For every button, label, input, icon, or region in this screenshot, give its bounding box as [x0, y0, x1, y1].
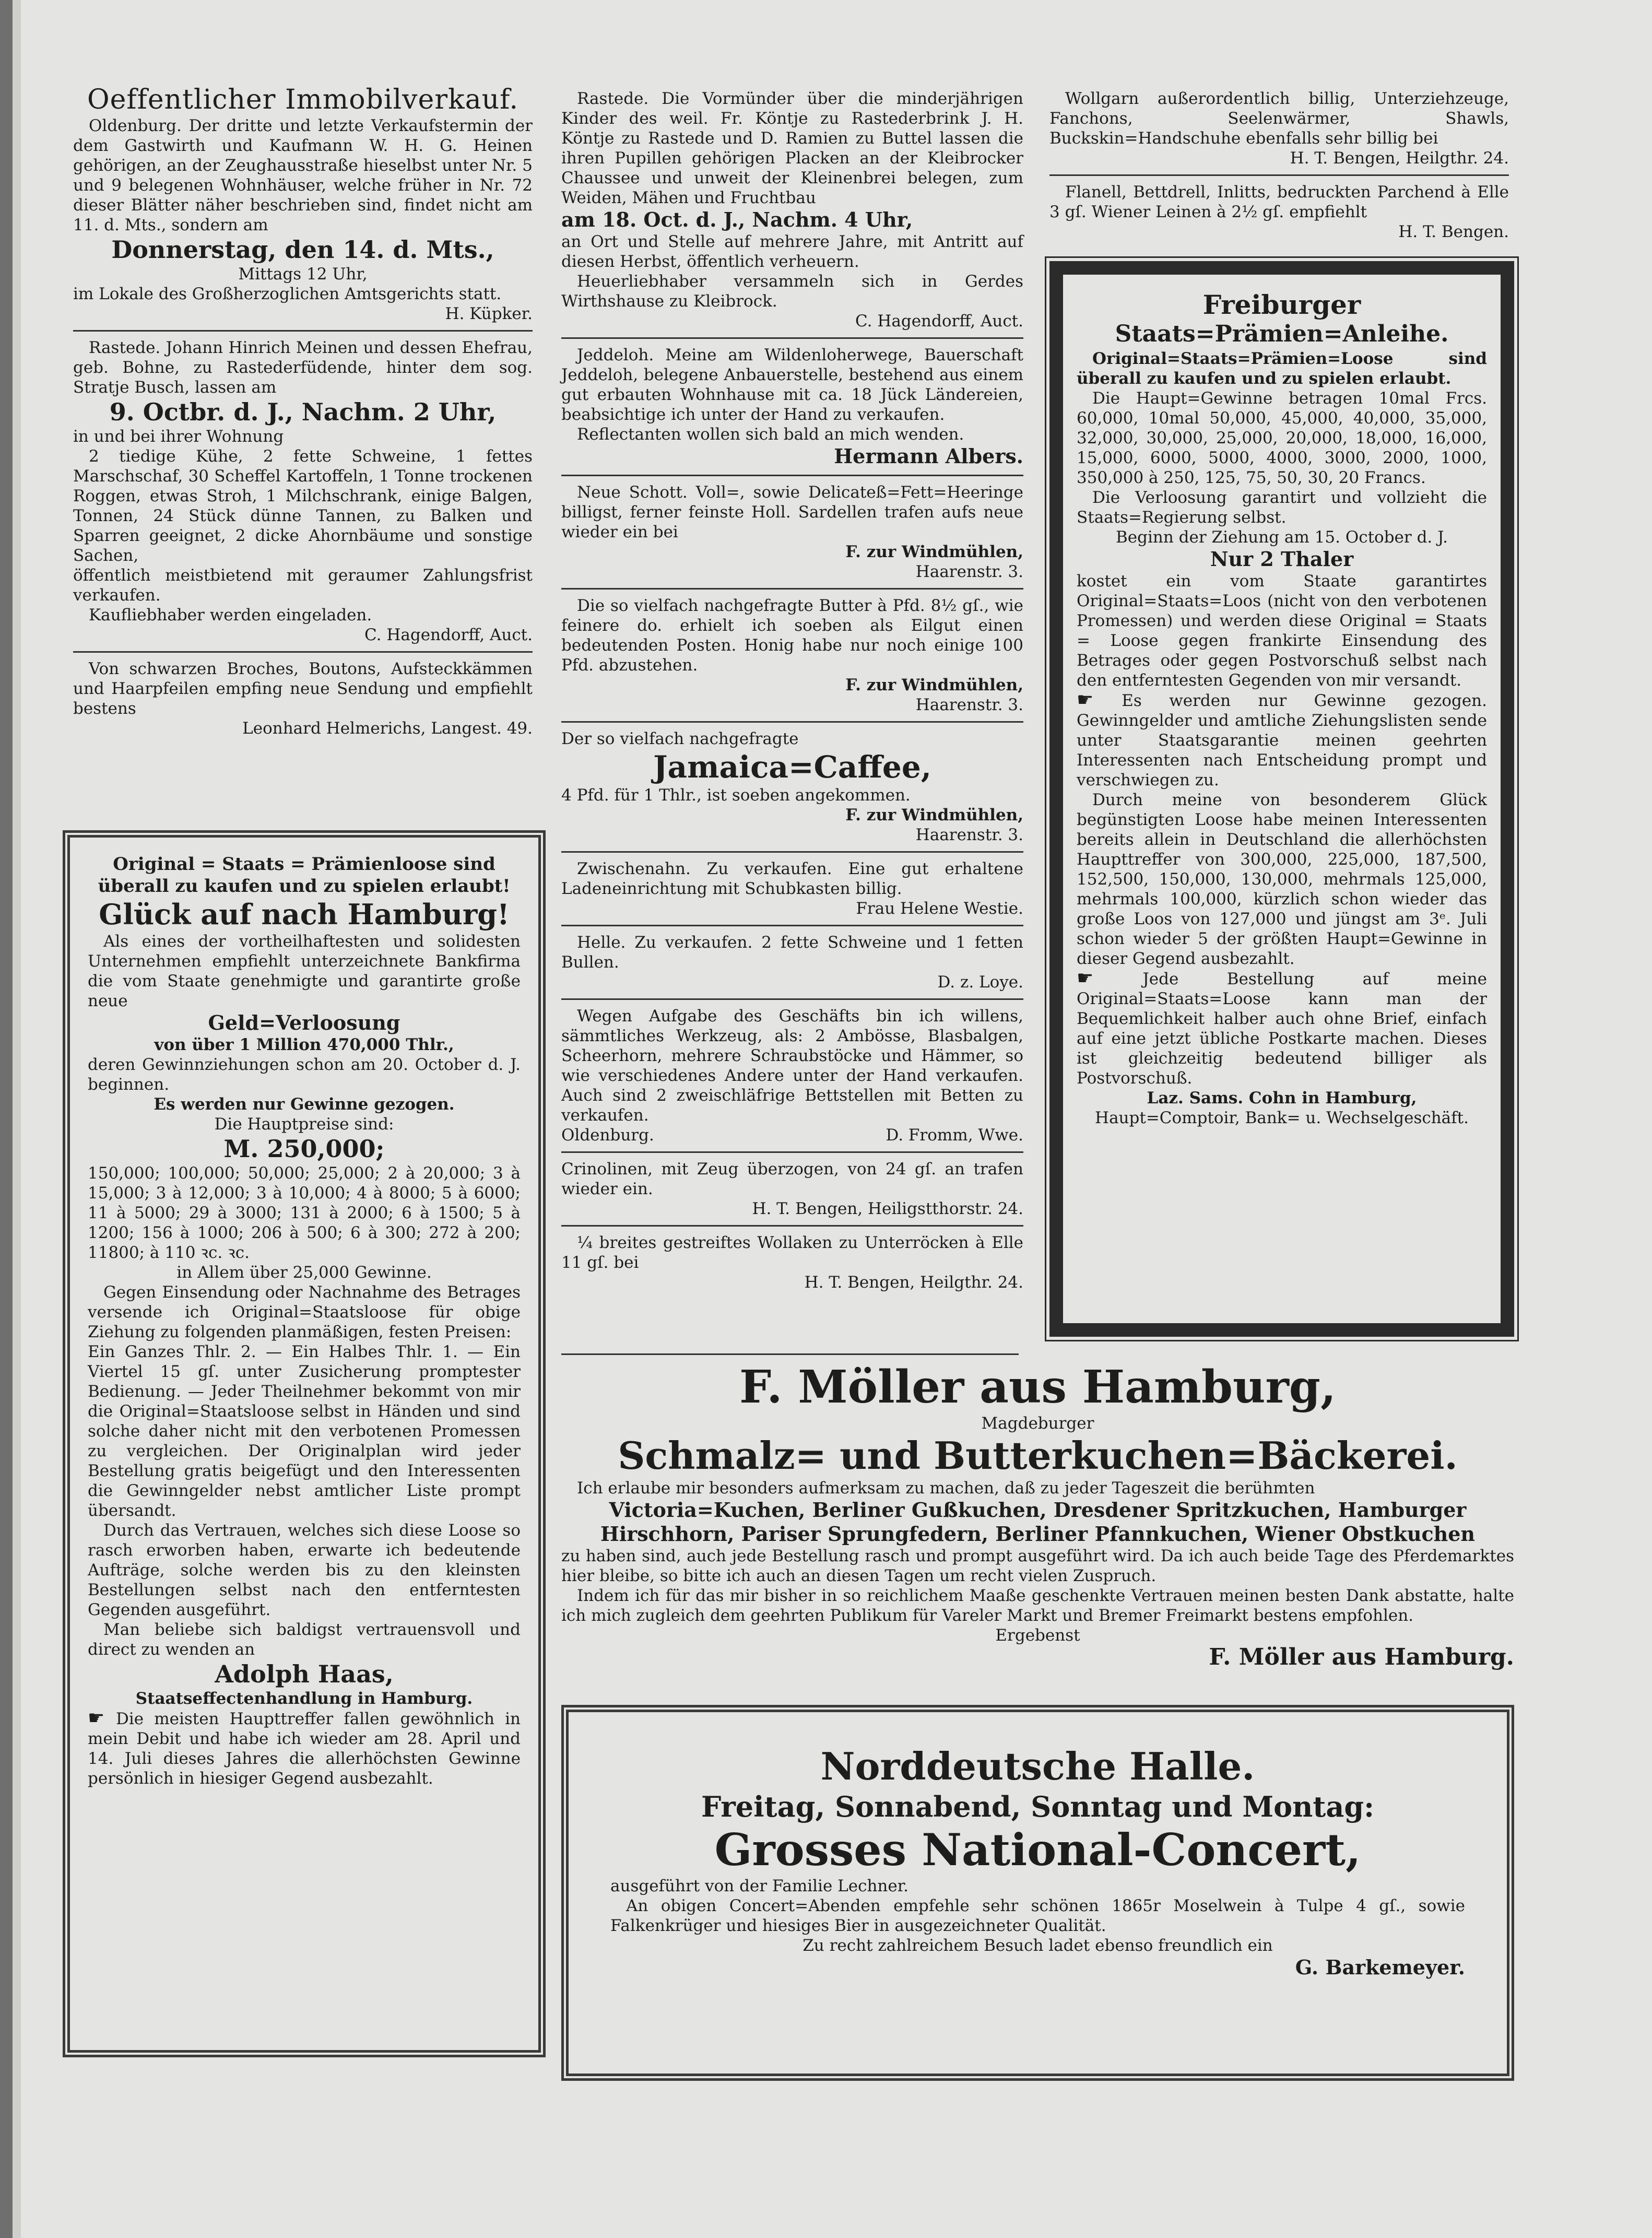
- ad-immobilverkauf-title: Oeffentlicher Immobilverkauf.: [87, 84, 519, 115]
- haas-prize-list: 150,000; 100,000; 50,000; 25,000; 2 à 20,000; 3 à 15,000; 3 à 12,000; 3 à 10,000; 4 à 8000; 5 à 6000; 11 à 5000; 29 à 3000; 131 à 2000; 6 à 1500; 5 à 1200; 156 à 1000; 206 à 500; 6 à 300; 272 à 200; 11800; à 110 ꝛc. ꝛc.: [88, 1164, 521, 1262]
- haas-only-wins: Es werden nur Gewinne gezogen.: [154, 1095, 455, 1114]
- ad-caffee-title: Jamaica=Caffee,: [653, 749, 931, 785]
- moeller-p2: zu haben sind, auch jede Bestellung rasch und prompt ausgeführt wird. Da ich auch beide Tage des Pferdemarktes hier bleibe, so bitte ich auch an diesen Tagen um recht vielen Zuspruch.: [561, 1547, 1514, 1585]
- ad-jeddeloh-signature: Hermann Albers.: [834, 444, 1023, 468]
- freiburger-p7: Durch meine von besonderem Glück begünstigten Loose habe meinen Interessenten bereits allein in Deutschland die allerhöchsten Haupttreffer von 300,000, 225,000, 187,500, 152,500, 150,000, 130,000, mehrmals 125,000, mehrmals 100,000, kürzlich schon wieder das große Loos von 127,000 und jüngst am 3ᵉ. Juli schon wieder 5 der größten Haupt=Gewinne in dieser Gegend ausbezahlt.: [1077, 791, 1487, 968]
- ad-immobilverkauf-text: Oldenburg. Der dritte und letzte Verkaufstermin der dem Gastwirth und Kaufmann W. H. G. Heinen gehörigen, an der Zeughausstraße hieselbst unter Nr. 5 und 9 belegenen Wohnhäuser, welche früher in Nr. 72 dieser Blätter näher beschrieben sind, findet nicht am 11. d. Mts., sondern am: [73, 116, 533, 234]
- ad-rastede-auction-items: 2 tiedige Kühe, 2 fette Schweine, 1 fettes Marschschaf, 30 Scheffel Kartoffeln, 1 Tonne trockenen Roggen, etwas Stroh, 1 Milchschrank, einige Balgen, Tonnen, 24 Stück dünne Tannen, zu Balken und Sparren geeignet, 2 dicke Ahornbäume und sonstige Sachen,: [73, 447, 533, 565]
- haas-firm: Staatseffectenhandlung in Hamburg.: [135, 1689, 473, 1708]
- ad-schweine-text: Helle. Zu verkaufen. 2 fette Schweine und 1 fetten Bullen.: [561, 933, 1023, 972]
- ad-ladeneinrichtung-signature: Frau Helene Westie.: [856, 899, 1023, 918]
- moeller-products: Victoria=Kuchen, Berliner Gußkuchen, Dresdener Spritzkuchen, Hamburger Hirschhorn, Pariser Sprungfedern, Berliner Pfannkuchen, Wiener Obstkuchen: [600, 1498, 1476, 1546]
- right-column-top: [1049, 89, 1509, 242]
- halle-signature: G. Barkemeyer.: [1295, 1956, 1465, 1979]
- ad-koentje-date: am 18. Oct. d. J., Nachm. 4 Uhr,: [561, 208, 913, 231]
- halle-p2: Zu recht zahlreichem Besuch ladet ebenso freundlich ein: [803, 1936, 1273, 1955]
- ad-norddeutsche-halle-box: [561, 1705, 1514, 2081]
- ad-butter-address: Haarenstr. 3.: [915, 696, 1023, 714]
- ad-koentje-text2: an Ort und Stelle auf mehrere Jahre, mit Antritt auf diesen Herbst, öffentlich verheuern.: [561, 232, 1023, 271]
- divider: [561, 1151, 1023, 1153]
- ad-koentje-text3: Heuerliebhaber versammeln sich in Gerdes Wirthshause zu Kleibrock.: [561, 272, 1023, 311]
- divider: [561, 925, 1023, 926]
- ad-immobilverkauf-time: Mittags 12 Uhr,: [238, 265, 368, 284]
- ad-koentje-signature: C. Hagendorff, Auct.: [855, 312, 1023, 331]
- ad-adolph-haas-box: [63, 830, 546, 2057]
- haas-top-prize: M. 250,000;: [223, 1135, 385, 1163]
- ad-rastede-auction-invite: Kaufliebhaber werden eingeladen.: [89, 606, 372, 625]
- ad-immobilverkauf-date: Donnerstag, den 14. d. Mts.,: [111, 235, 494, 264]
- divider: [561, 721, 1023, 723]
- ad-schweine-signature: D. z. Loye.: [937, 973, 1023, 992]
- ad-flanell-signature: H. T. Bengen.: [1398, 222, 1509, 241]
- left-column: [73, 84, 533, 738]
- haas-glueck: Glück auf nach Hamburg!: [99, 898, 510, 931]
- divider: [561, 588, 1023, 590]
- ad-werkzeug-place: Oldenburg.: [561, 1126, 654, 1145]
- ad-rastede-auction-text: Rastede. Johann Hinrich Meinen und dessen Ehefrau, geb. Bohne, zu Rastederfüdende, hinter dem sog. Stratje Busch, lassen am: [73, 338, 533, 397]
- middle-column: [561, 89, 1023, 1292]
- haas-draw-date: deren Gewinnziehungen schon am 20. October d. J. beginnen.: [88, 1055, 521, 1094]
- ad-butter-signature: F. zur Windmühlen,: [845, 676, 1023, 694]
- divider: [561, 998, 1023, 1000]
- ad-caffee-intro: Der so vielfach nachgefragte: [561, 729, 799, 748]
- halle-title: Norddeutsche Halle.: [820, 1744, 1255, 1788]
- ad-rastede-auction-signature: C. Hagendorff, Auct.: [364, 626, 533, 644]
- ad-crinolinen-text: Crinolinen, mit Zeug überzogen, von 24 gſ. an trafen wieder ein.: [561, 1160, 1023, 1198]
- divider: [1049, 174, 1509, 176]
- freiburger-prizes: Die Haupt=Gewinne betragen 10mal Frcs. 60,000, 10mal 50,000, 45,000, 40,000, 35,000, 32,000, 30,000, 25,000, 20,000, 18,000, 16,000, 15,000, 6000, 5000, 4000, 3000, 2000, 1000, 350,000 à 250, 125, 75, 50, 30, 20 Francs.: [1077, 389, 1487, 487]
- divider: [561, 475, 1023, 476]
- ad-jeddeloh-text: Jeddeloh. Meine am Wildenloherwege, Bauerschaft Jeddeloh, belegene Anbauerstelle, bestehend aus einem gut erbauten Wohnhause mit ca. 18 Jück Ländereien, beabsichtige ich unter der Hand zu verkaufen.: [561, 346, 1023, 424]
- haas-amount: von über 1 Million 470,000 Thlr.,: [154, 1035, 454, 1054]
- halle-by: ausgeführt von der Familie Lechner.: [610, 1877, 909, 1895]
- ad-koentje-text: Rastede. Die Vormünder über die minderjährigen Kinder des weil. Fr. Köntje zu Rastederbrink J. H. Köntje zu Rastede und D. Ramien zu Buttel lassen die ihren Pupillen gehörigen Placken an der Kleibrocker Chaussee und unweit der Kleinenbrei belegen, zum Weiden, Mähen und Fruchtbau: [561, 89, 1023, 207]
- ad-broches-signature: Leonhard Helmerichs, Langest. 49.: [242, 719, 533, 738]
- haas-contact: Man beliebe sich baldigst vertrauensvoll und direct zu wenden an: [88, 1620, 521, 1659]
- ad-heeringe-address: Haarenstr. 3.: [915, 562, 1023, 581]
- ad-wollgarn-signature: H. T. Bengen, Heilgthr. 24.: [1290, 149, 1509, 168]
- freiburger-p8: [1077, 969, 1487, 1088]
- freiburger-p1: Original=Staats=Prämien=Loose sind überall zu kaufen und zu spielen erlaubt.: [1077, 349, 1487, 388]
- ad-crinolinen-signature: H. T. Bengen, Heiligstthorstr. 24.: [752, 1199, 1023, 1218]
- haas-main-prizes: Die Hauptpreise sind:: [214, 1115, 394, 1134]
- halle-concert: Grosses National-Concert,: [714, 1824, 1361, 1876]
- ad-broches-text: Von schwarzen Broches, Boutons, Aufsteckkämmen und Haarpfeilen empfing neue Sendung und empfiehlt bestens: [73, 659, 533, 718]
- ad-immobilverkauf-place: im Lokale des Großherzoglichen Amtsgerichts statt.: [73, 285, 502, 303]
- ad-jeddeloh-text2: Reflectanten wollen sich bald an mich wenden.: [577, 425, 964, 444]
- pointing-hand-icon: ☛: [1077, 689, 1122, 711]
- haas-intro: Als eines der vortheilhaftesten und solidesten Unternehmen empfiehlt unterzeichnete Bankfirma die vom Staate genehmigte und garantirte große neue: [88, 932, 521, 1010]
- halle-p1: An obigen Concert=Abenden empfehle sehr schönen 1865r Moselwein à Tulpe 4 gſ., sowie Falkenkrüger und hiesiges Bier in ausgezeichneter Qualität.: [610, 1897, 1465, 1935]
- haas-order: Gegen Einsendung oder Nachnahme des Betrages versende ich Original=Staatsloose für obige Ziehung zu folgenden planmäßigen, festen Preisen:: [88, 1283, 521, 1341]
- haas-trust: Durch das Vertrauen, welches sich diese Loose so rasch erworben haben, erwarte ich bedeutende Aufträge, solche werden bis zu den kleinsten Bestellungen selbst nach den entferntesten Gegenden ausgeführt.: [88, 1521, 521, 1619]
- moeller-p1: Ich erlaube mir besonders aufmerksam zu machen, daß zu jeder Tageszeit die berühmten: [577, 1479, 1315, 1498]
- haas-lottery: Geld=Verloosung: [208, 1011, 400, 1034]
- haas-name: Adolph Haas,: [215, 1660, 394, 1688]
- ad-immobilverkauf-signature: H. Küpker.: [445, 304, 533, 323]
- pointing-hand-icon: ☛: [88, 1707, 116, 1729]
- ad-caffee-address: Haarenstr. 3.: [915, 826, 1023, 844]
- moeller-title: F. Möller aus Hamburg,: [739, 1361, 1336, 1414]
- ad-wollaken-signature: H. T. Bengen, Heilgthr. 24.: [804, 1273, 1023, 1292]
- divider: [73, 651, 533, 653]
- ad-heeringe-text: Neue Schott. Voll=, sowie Delicateß=Fett=Heeringe billigst, ferner feinste Holl. Sardellen trafen aufs neue wieder ein bei: [561, 483, 1023, 541]
- freiburger-subtitle: Staats=Prämien=Anleihe.: [1115, 321, 1449, 347]
- pointing-hand-icon: ☛: [1077, 968, 1143, 989]
- haas-note-text: Die meisten Haupttreffer fallen gewöhnlich in mein Debit und habe ich wieder am 28. April und 14. Juli dieses Jahres die allerhöchsten Gewinne persönlich in hiesiger Gegend ausbezahlt.: [88, 1710, 521, 1788]
- divider: [561, 851, 1023, 853]
- freiburger-p5: kostet ein vom Staate garantirtes Original=Staats=Loos (nicht von den verbotenen Promessen) und werden diese Original = Staats = Loose gegen frankirte Einsendung des Betrages oder gegen Postvorschuß selbst nach den entferntesten Gegenden von mir versandt.: [1077, 572, 1487, 690]
- page-gutter-shadow: [0, 0, 13, 2238]
- freiburger-price: Nur 2 Thaler: [1210, 547, 1354, 571]
- freiburger-signature: Laz. Sams. Cohn in Hamburg,: [1147, 1089, 1417, 1108]
- ad-werkzeug-signature: D. Fromm, Wwe.: [886, 1126, 1023, 1145]
- moeller-sub: Magdeburger: [981, 1414, 1094, 1433]
- halle-days: Freitag, Sonnabend, Sonntag und Montag:: [701, 1790, 1375, 1823]
- freiburger-p8-text: Jede Bestellung auf meine Original=Staats=Loose kann man der Bequemlichkeit halber auch ohne Brief, einfach auf eine jetzt übliche Postkarte machen. Dieses ist gleichzeitig bedeutend billiger als Postvorschuß.: [1077, 970, 1487, 1088]
- moeller-signature: F. Möller aus Hamburg.: [1209, 1644, 1514, 1670]
- ad-wollaken-text: ¼ breites gestreiftes Wollaken zu Unterröcken à Elle 11 gſ. bei: [561, 1233, 1023, 1272]
- divider: [561, 1353, 1019, 1355]
- moeller-ergebenst: Ergebenst: [995, 1626, 1080, 1645]
- ad-butter-text: Die so vielfach nachgefragte Butter à Pfd. 8½ gſ., wie feinere do. erhielt ich soeben als Eilgut einen bedeutenden Posten. Honig habe nur noch einige 100 Pfd. abzustehen.: [561, 596, 1023, 675]
- ad-freiburger-box: [1049, 261, 1514, 1337]
- haas-note: [88, 1709, 521, 1788]
- ad-ladeneinrichtung-text: Zwischenahn. Zu verkaufen. Eine gut erhaltene Ladeneinrichtung mit Schubkasten billig.: [561, 859, 1023, 898]
- ad-rastede-auction-date: 9. Octbr. d. J., Nachm. 2 Uhr,: [109, 398, 497, 426]
- moeller-bakery: Schmalz= und Butterkuchen=Bäckerei.: [618, 1433, 1458, 1478]
- moeller-p3: Indem ich für das mir bisher in so reichlichem Maaße geschenkte Vertrauen meinen besten Dank abstatte, halte ich mich zugleich dem geehrten Publikum für Vareler Markt und Bremer Freimarkt bestens empfohlen.: [561, 1586, 1514, 1625]
- divider: [561, 337, 1023, 339]
- haas-price: Ein Ganzes Thlr. 2. — Ein Halbes Thlr. 1. — Ein Viertel 15 gſ. unter Zusicherung promptester Bedienung. — Jeder Theilnehmer bekommt von mir die Original=Staatsloose selbst in Händen und sind solche daher nicht mit den verbotenen Promessen zu vergleichen. Der Originalplan wird jeder Bestellung gratis beigefügt und den Interessenten die Gewinngelder nebst amtlicher Liste prompt übersandt.: [88, 1342, 521, 1520]
- ad-heeringe-signature: F. zur Windmühlen,: [845, 543, 1023, 561]
- ad-rastede-auction-place: in und bei ihrer Wohnung: [73, 427, 284, 446]
- freiburger-guarantee: Die Verloosung garantirt und vollzieht die Staats=Regierung selbst.: [1077, 488, 1487, 527]
- ad-werkzeug-text: Wegen Aufgabe des Geschäfts bin ich willens, sämmtliches Werkzeug, als: 2 Ambösse, Blasbalgen, Scheerhorn, mehrere Schraubstöcke und Hämmer, so wie verschiedenes Andere unter der Hand verkaufen. Auch sind 2 zweischläfrige Bettstellen mit Betten zu verkaufen.: [561, 1007, 1023, 1125]
- ad-werkzeug-footer: [561, 1125, 1023, 1145]
- freiburger-draw: Beginn der Ziehung am 15. October d. J.: [1116, 528, 1448, 547]
- ad-rastede-auction-terms: öffentlich meistbietend mit geraumer Zahlungsfrist verkaufen.: [73, 566, 533, 605]
- ad-caffee-signature: F. zur Windmühlen,: [845, 806, 1023, 824]
- ad-flanell-text: Flanell, Bettdrell, Inlitts, bedruckten Parchend à Elle 3 gſ. Wiener Leinen à 2½ gſ. empfiehlt: [1049, 183, 1509, 221]
- divider: [561, 1225, 1023, 1227]
- freiburger-title: Freiburger: [1202, 289, 1361, 320]
- ad-moeller: [561, 1347, 1514, 1669]
- freiburger-address: Haupt=Comptoir, Bank= u. Wechselgeschäft.: [1095, 1109, 1469, 1127]
- haas-headline: Original = Staats = Prämienloose sind überall zu kaufen und zu spielen erlaubt!: [98, 854, 511, 897]
- haas-total: in Allem über 25,000 Gewinne.: [176, 1263, 432, 1282]
- freiburger-p6: [1077, 690, 1487, 790]
- page-gutter-edge: [13, 0, 21, 2238]
- divider: [73, 330, 533, 332]
- ad-wollgarn-text: Wollgarn außerordentlich billig, Unterziehzeuge, Fanchons, Seelenwärmer, Shawls, Buckskin=Handschuhe ebenfalls sehr billig bei: [1049, 89, 1509, 148]
- ad-caffee-text: 4 Pfd. für 1 Thlr., ist soeben angekommen.: [561, 786, 911, 805]
- freiburger-p6-text: Es werden nur Gewinne gezogen. Gewinngelder und amtliche Ziehungslisten sende unter Staatsgarantie meinen geehrten Interessenten nach Entscheidung prompt und verschwiegen zu.: [1077, 691, 1488, 790]
